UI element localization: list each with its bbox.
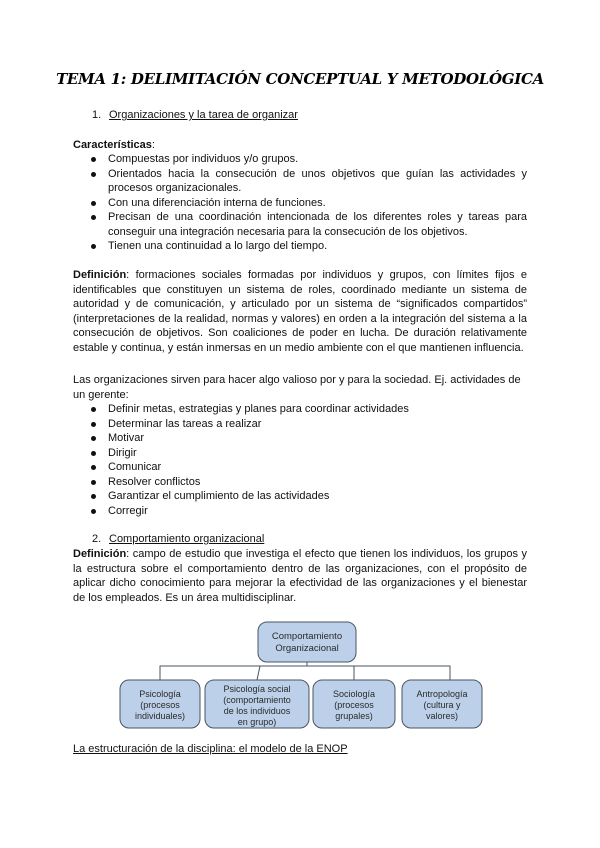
node-label-line: de los individuos bbox=[223, 706, 291, 716]
node-label-line: Sociología bbox=[332, 689, 376, 699]
section-2-title: Comportamiento organizacional bbox=[109, 533, 265, 545]
list-item: Definir metas, estrategias y planes para coordinar actividades bbox=[73, 402, 527, 417]
list-item: Motivar bbox=[73, 431, 527, 446]
list-item: Dirigir bbox=[73, 446, 527, 461]
enop-model-link[interactable]: La estructuración de la disciplina: el modelo de la ENOP bbox=[73, 743, 348, 755]
root-label-line: Comportamiento bbox=[271, 631, 343, 642]
list-item: Determinar las tareas a realizar bbox=[73, 417, 527, 432]
node-label-line: individuales) bbox=[134, 711, 186, 721]
root-label-line: Organizacional bbox=[275, 643, 339, 654]
node-label-line: (comportamiento bbox=[223, 695, 291, 705]
gerente-intro: Las organizaciones sirven para hacer algo valioso por y para la sociedad. Ej. actividades de un gerente: bbox=[73, 374, 521, 401]
section-2-number: 2. bbox=[92, 533, 102, 545]
list-item: Con una diferenciación interna de funciones. bbox=[73, 196, 527, 211]
list-item: Corregir bbox=[73, 504, 527, 519]
node-label-line: grupales) bbox=[335, 711, 373, 721]
list-item: Resolver conflictos bbox=[73, 475, 527, 490]
definicion-1-label: Definición bbox=[73, 269, 127, 281]
caracteristicas-label: Características bbox=[73, 139, 152, 151]
list-item: Orientados hacia la consecución de unos objetivos que guían las actividades y procesos organizacionales. bbox=[73, 167, 527, 196]
section-1-number: 1. bbox=[92, 109, 102, 121]
node-label-line: (procesos bbox=[140, 700, 180, 710]
node-label-line: Psicología social bbox=[223, 684, 291, 694]
diagram-connectors bbox=[160, 662, 450, 680]
list-item: Precisan de una coordinación intencionada de los diferentes roles y tareas para conseguir una integración necesaria para la consecución de los objetivos. bbox=[73, 210, 527, 239]
definicion-1-text: : formaciones sociales formadas por individuos y grupos, con límites fijos e identificables que constituyen un sistema de roles, coordinado mediante un sistema de autoridad y de comunicación, y articulado por un sistema de “significados compartidos” (interpretaciones de la realidad, normas y valores) en orden a la integración del sistema a la consecución de objetivos. Son coaliciones de poder en lucha. De duración relativamente estable y continua, y están inmersas en un medio ambiente con el que mantienen influencia. bbox=[73, 269, 527, 354]
caracteristicas-colon: : bbox=[151, 139, 155, 151]
node-label-line: (cultura y bbox=[423, 700, 461, 710]
node-label-line: Psicología bbox=[139, 689, 181, 699]
node-label-line: valores) bbox=[425, 711, 459, 721]
section-1-title: Organizaciones y la tarea de organizar bbox=[109, 109, 298, 121]
list-item: Tienen una continuidad a lo largo del tiempo. bbox=[73, 239, 527, 254]
list-item: Compuestas por individuos y/o grupos. bbox=[73, 152, 527, 167]
definicion-2-text: : campo de estudio que investiga el efecto que tienen los individuos, los grupos y la estructura sobre el comportamiento dentro de las organizaciones, con el propósito de aplicar dicho conocimiento para mejorar la efectividad de las organizaciones y el bienestar de los empleados. Es un área multidisciplinar. bbox=[73, 548, 527, 604]
page-title: TEMA 1: DELIMITACIÓN CONCEPTUAL Y METODOLÓGICA bbox=[56, 70, 544, 88]
definicion-2-label: Definición bbox=[73, 548, 127, 560]
list-item: Comunicar bbox=[73, 460, 527, 475]
root-node bbox=[258, 622, 356, 662]
node-label-line: en grupo) bbox=[237, 717, 277, 727]
list-item: Garantizar el cumplimiento de las actividades bbox=[73, 489, 527, 504]
node-label-line: Antropología bbox=[416, 689, 468, 699]
node-label-line: (procesos bbox=[334, 700, 374, 710]
